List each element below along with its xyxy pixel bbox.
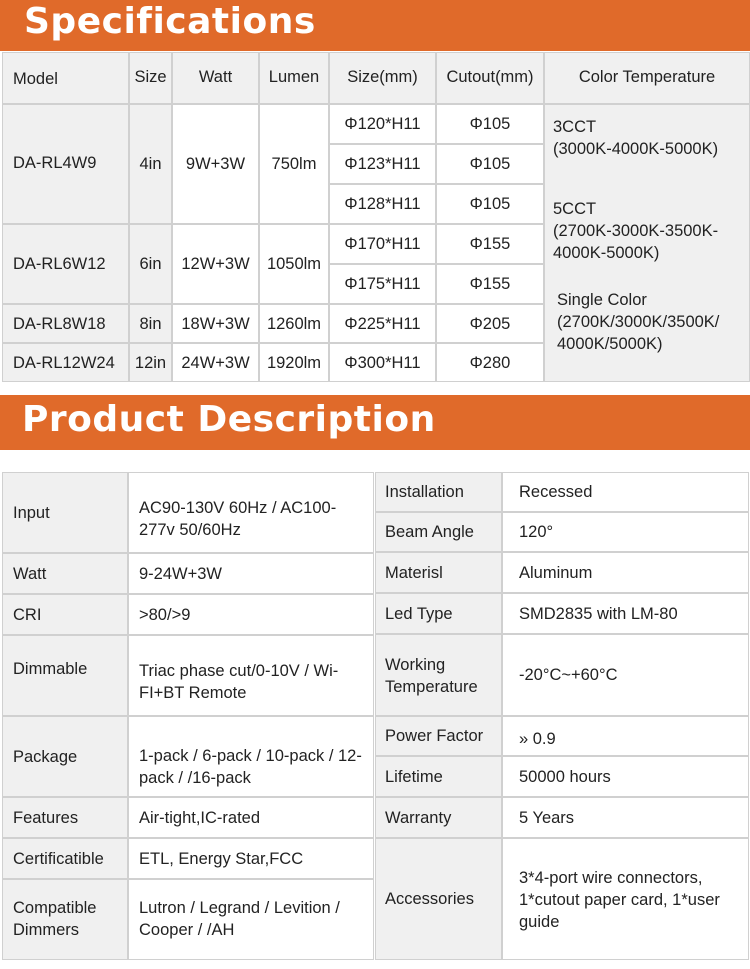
desc-label: CRI xyxy=(2,594,128,635)
spec-dimension: Φ123*H11 xyxy=(329,144,436,184)
specifications-title: Specifications xyxy=(24,1,316,42)
spec-cutout: Φ105 xyxy=(436,104,544,144)
desc-label: Certificatible xyxy=(2,838,128,879)
spec-size: 12in xyxy=(129,343,172,382)
header-size: Size xyxy=(129,52,172,104)
spec-model: DA-RL12W24 xyxy=(2,343,129,382)
spec-lumen: 1050lm xyxy=(259,224,329,304)
desc-label: Lifetime xyxy=(375,756,502,797)
desc-value: Aluminum xyxy=(502,552,749,593)
header-color-temperature: Color Temperature xyxy=(544,52,750,104)
desc-value: 120° xyxy=(502,512,749,552)
spec-dimension: Φ225*H11 xyxy=(329,304,436,343)
spec-lumen: 1260lm xyxy=(259,304,329,343)
desc-value: -20°C~+60°C xyxy=(502,634,749,716)
color-temp-5cct: 5CCT (2700K-3000K-3500K- 4000K-5000K) xyxy=(553,200,719,262)
desc-value: Triac phase cut/0-10V / Wi-FI+BT Remote xyxy=(128,635,374,716)
spec-dimension: Φ175*H11 xyxy=(329,264,436,304)
desc-label: Warranty xyxy=(375,797,502,838)
spec-watt: 24W+3W xyxy=(172,343,259,382)
desc-value: >80/>9 xyxy=(128,594,374,635)
specifications-banner xyxy=(0,0,750,51)
spec-watt: 12W+3W xyxy=(172,224,259,304)
color-temp-3cct: 3CCT (3000K-4000K-5000K) xyxy=(553,118,719,158)
spec-size: 4in xyxy=(129,104,172,224)
desc-label: Input xyxy=(2,472,128,553)
spec-cutout: Φ155 xyxy=(436,264,544,304)
spec-cutout: Φ155 xyxy=(436,224,544,264)
desc-label: Materisl xyxy=(375,552,502,593)
spec-size: 6in xyxy=(129,224,172,304)
desc-label: Package xyxy=(2,716,128,797)
spec-watt: 9W+3W xyxy=(172,104,259,224)
desc-value: » 0.9 xyxy=(502,716,749,756)
desc-value: 50000 hours xyxy=(502,756,749,797)
color-temp-single: Single Color (2700K/3000K/3500K/ 4000K/5000K) xyxy=(557,291,720,353)
desc-label: Compatible Dimmers xyxy=(2,879,128,960)
desc-value: 9-24W+3W xyxy=(128,553,374,594)
spec-dimension: Φ128*H11 xyxy=(329,184,436,224)
spec-dimension: Φ300*H11 xyxy=(329,343,436,382)
header-lumen: Lumen xyxy=(259,52,329,104)
spec-model: DA-RL4W9 xyxy=(2,104,129,224)
spec-model: DA-RL6W12 xyxy=(2,224,129,304)
desc-value: AC90-130V 60Hz / AC100-277v 50/60Hz xyxy=(128,472,374,553)
desc-value: 1-pack / 6-pack / 10-pack / 12-pack / /16-pack xyxy=(128,716,374,797)
spec-watt: 18W+3W xyxy=(172,304,259,343)
desc-label: Dimmable xyxy=(2,635,128,716)
desc-value: 3*4-port wire connectors, 1*cutout paper card, 1*user guide xyxy=(502,838,749,960)
spec-dimension: Φ170*H11 xyxy=(329,224,436,264)
header-model: Model xyxy=(2,52,129,104)
product-description-banner xyxy=(0,395,750,450)
desc-value: SMD2835 with LM-80 xyxy=(502,593,749,634)
spec-cutout: Φ105 xyxy=(436,184,544,224)
spec-lumen: 750lm xyxy=(259,104,329,224)
color-temperature-cell xyxy=(544,104,750,382)
spec-model: DA-RL8W18 xyxy=(2,304,129,343)
desc-label: Accessories xyxy=(375,838,502,960)
desc-label: Power Factor xyxy=(375,716,502,756)
spec-dimension: Φ120*H11 xyxy=(329,104,436,144)
spec-size: 8in xyxy=(129,304,172,343)
header-size-mm: Size(mm) xyxy=(329,52,436,104)
header-cutout-mm: Cutout(mm) xyxy=(436,52,544,104)
spec-cutout: Φ105 xyxy=(436,144,544,184)
desc-value: Air-tight,IC-rated xyxy=(128,797,374,838)
header-watt: Watt xyxy=(172,52,259,104)
desc-value: 5 Years xyxy=(502,797,749,838)
desc-value: ETL, Energy Star,FCC xyxy=(128,838,374,879)
desc-value: Lutron / Legrand / Levition / Cooper / /AH xyxy=(128,879,374,960)
desc-label: Beam Angle xyxy=(375,512,502,552)
spec-lumen: 1920lm xyxy=(259,343,329,382)
spec-cutout: Φ205 xyxy=(436,304,544,343)
desc-label: Installation xyxy=(375,472,502,512)
desc-label: Features xyxy=(2,797,128,838)
product-description-title: Product Description xyxy=(22,399,436,440)
desc-label: Watt xyxy=(2,553,128,594)
spec-cutout: Φ280 xyxy=(436,343,544,382)
desc-label: Led Type xyxy=(375,593,502,634)
desc-value: Recessed xyxy=(502,472,749,512)
desc-label: Working Temperature xyxy=(375,634,502,716)
